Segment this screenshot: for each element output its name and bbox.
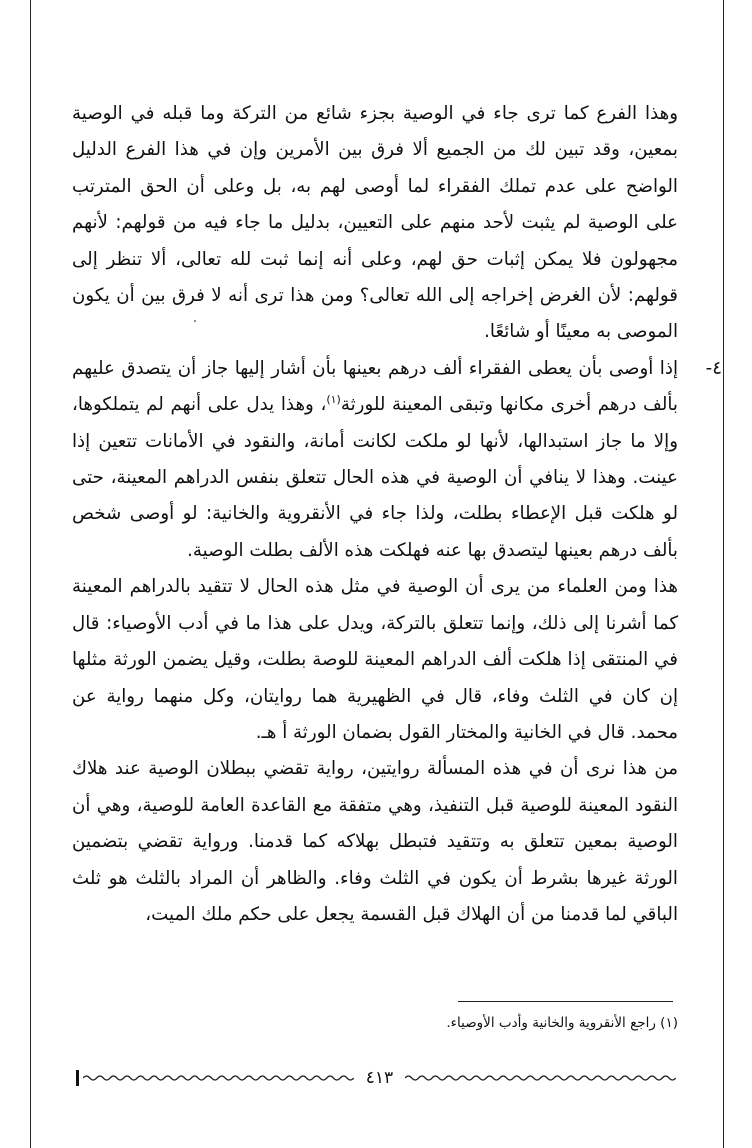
paragraph-2	[72, 351, 722, 569]
paragraph-1	[72, 96, 678, 351]
footer-ornament-left	[83, 1073, 354, 1083]
footnote	[80, 1012, 678, 1034]
paragraph-3-text: هذا ومن العلماء من يرى أن الوصية في مثل هذه الحال لا تتقيد بالدراهم المعينة كما أشرنا إلى ذلك، وإنما تتعلق بالتركة، ويدل على هذا ما في أدب الأوصياء: قال في المنتقى إذا هلكت ألف الدراهم المعينة للوصة بطلت، وقيل يضمن الورثة مثلها إن كان في الثلث وفاء، قال في الظهيرية هما روايتان، وكل منهما رواية عن محمد. قال في الخانية والمختار القول بضمان الورثة أ هـ.	[72, 576, 678, 743]
paragraph-2-text-b: ، وهذا يدل على أنهم لم يتملكوها، وإلا ما جاز استبدالها، لأنها لو ملكت لكانت أمانة، والنقود في الأمانات تتعين إذا عينت. وهذا لا ينافي أن الوصية في هذه الحال تتعلق بنفس الدراهم المعينة، حتى لو هلكت قبل الإعطاء بطلت، ولذا جاء في الأنقروية والخانية: لو أوصى شخص بألف درهم بعينها ليتصدق بها عنه فهلكت هذه الألف بطلت الوصية.	[72, 394, 678, 561]
footnote-separator	[458, 1001, 673, 1002]
stray-dot	[194, 320, 196, 322]
paragraph-4	[72, 751, 678, 933]
footer-ornament-right	[405, 1073, 676, 1083]
footnote-text: راجع الأنقروية والخانية وأدب الأوصياء.	[446, 1015, 656, 1031]
paragraph-1-text: وهذا الفرع كما ترى جاء في الوصية بجزء شائع من التركة وما قبله في الوصية بمعين، وقد تبين لك من الجميع ألا فرق بين الأمرين وإن في هذا الفرع الدليل الواضح على عدم تملك الفقراء لما أوصى لهم به، بل وعلى أن الحق المترتب على الوصية لم يثبت لأحد منهم على التعيين، بدليل ما جاء فيه من قولهم: لأنهم مجهولون فلا يمكن إثبات حق لهم، وعلى أنه إنما ثبت لله تعالى، ألا تنظر إلى قولهم: لأن الغرض إخراجه إلى الله تعالى؟ ومن هذا ترى أنه لا فرق بين أن يكون الموصى به معينًا أو شائعًا.	[72, 103, 678, 343]
footer-left-bar	[76, 1070, 79, 1086]
paragraph-3	[72, 569, 678, 751]
footnote-marker: (١)	[660, 1015, 678, 1031]
footnote-reference: (١)	[326, 393, 341, 407]
paragraph-2-text-a: إذا أوصى بأن يعطى الفقراء ألف درهم بعينها بأن أشار إليها جاز أن يتصدق عليهم بألف درهم أخرى مكانها وتبقى المعينة للورثة	[72, 357, 678, 416]
paragraph-4-text: من هذا نرى أن في هذه المسألة روايتين، رواية تقضي ببطلان الوصية عند هلاك النقود المعينة للوصية قبل التنفيذ، وهي متفقة مع القاعدة العامة للوصية، وهي أن الوصية بمعين تتعلق به وتتقيد فتبطل بهلاكه كما قدمنا. ورواية تقضي بتضمين الورثة غيرها بشرط أن يكون في الثلث وفاء. والظاهر أن المراد بالثلث هو ثلث الباقي لما قدمنا من أن الهلاك قبل القسمة يجعل على حكم ملك الميت،	[72, 758, 678, 925]
item-number: ٤-	[705, 357, 722, 379]
page-footer	[76, 1064, 680, 1092]
page-number: ٤١٣	[365, 1068, 394, 1088]
body-text	[72, 96, 722, 933]
